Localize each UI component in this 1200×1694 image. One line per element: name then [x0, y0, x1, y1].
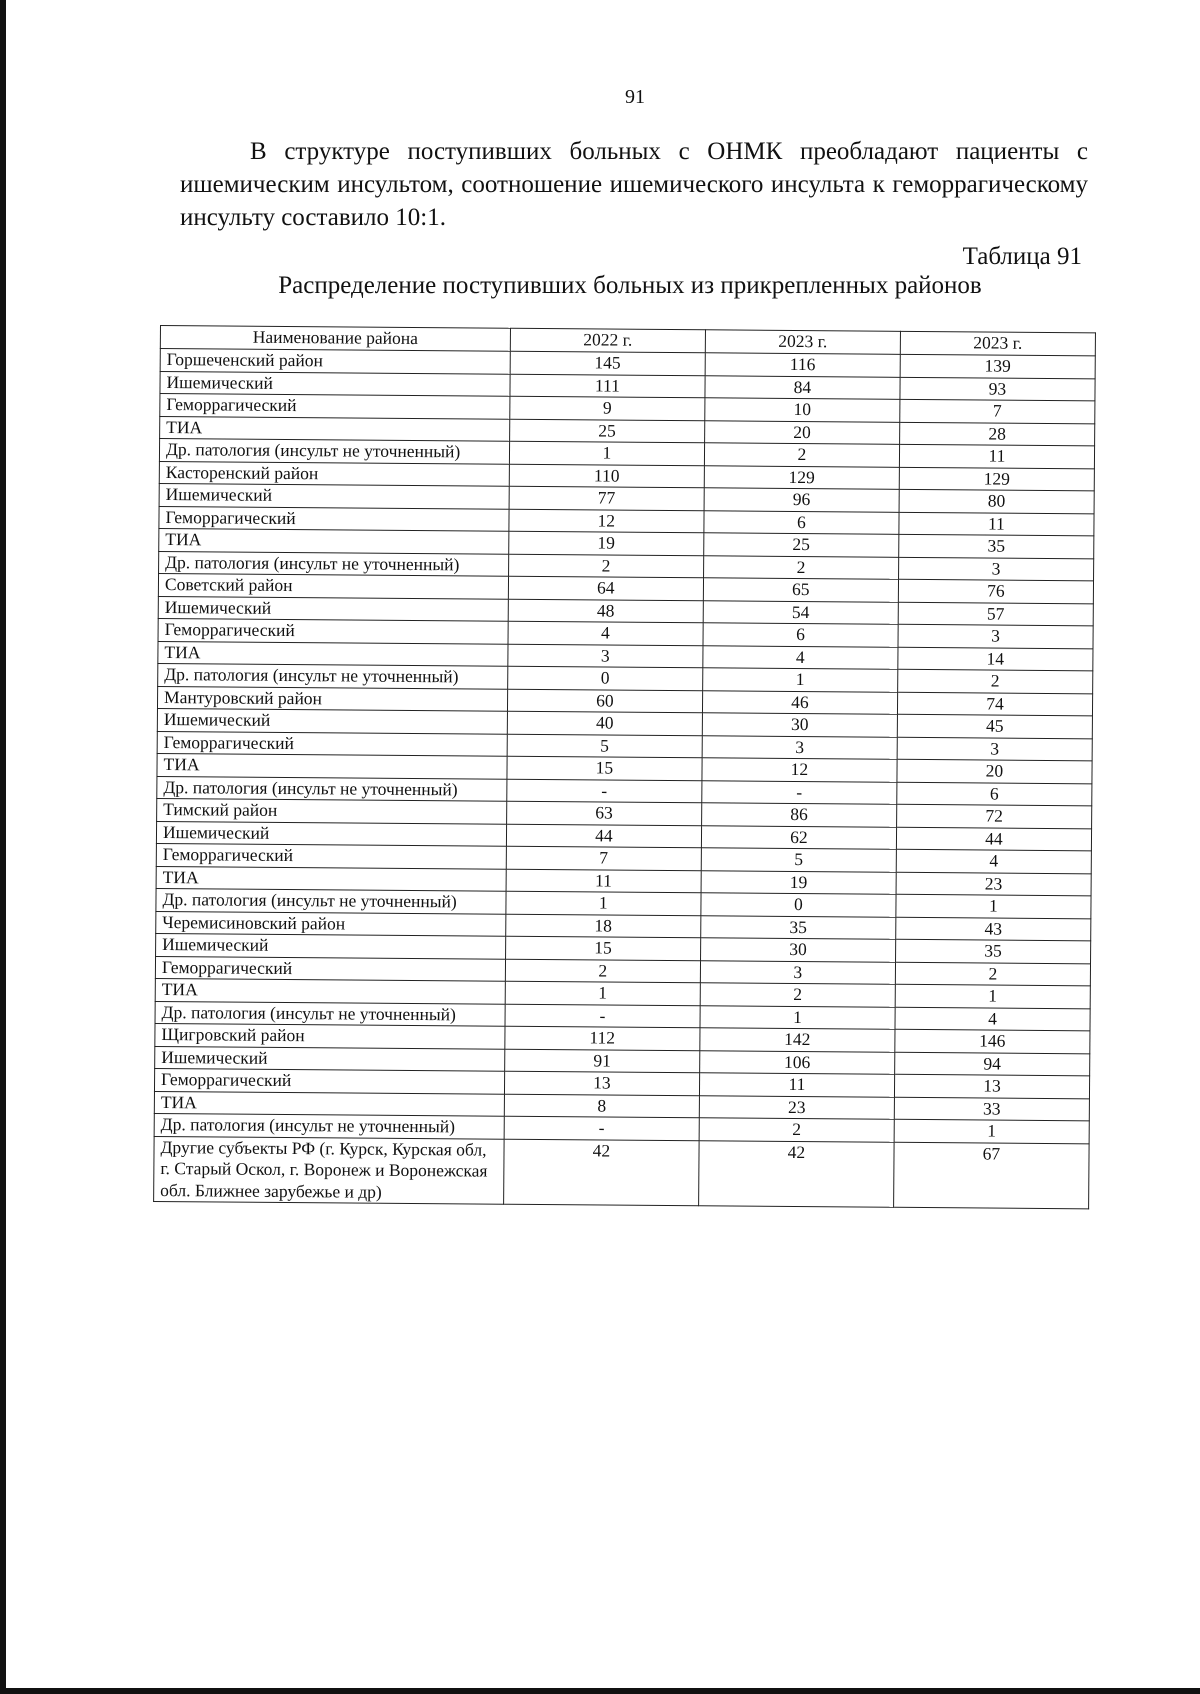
value-2023-b-cell: 57 — [898, 602, 1093, 626]
value-2022-cell: 9 — [510, 396, 705, 420]
value-2022-cell: 5 — [507, 734, 702, 758]
value-2023-a-cell: 65 — [703, 578, 898, 602]
district-name-cell: Геморрагический — [155, 956, 505, 981]
district-name-cell: Советский район — [158, 573, 508, 598]
value-2023-b-cell: 139 — [900, 354, 1095, 378]
value-2022-cell: 112 — [505, 1026, 700, 1050]
value-2022-cell: - — [507, 779, 702, 803]
value-2023-a-cell: 6 — [703, 623, 898, 647]
value-2022-cell: 2 — [505, 959, 700, 983]
value-2023-b-cell: 11 — [899, 444, 1094, 468]
value-2023-b-cell: 4 — [896, 849, 1091, 873]
value-2023-a-cell: 4 — [703, 645, 898, 669]
value-2023-a-cell: 1 — [700, 1005, 895, 1029]
value-2023-a-cell: 106 — [700, 1050, 895, 1074]
district-name-cell: Геморрагический — [157, 731, 507, 756]
value-2023-a-cell: 25 — [704, 533, 899, 557]
district-name-cell: Щигровский район — [155, 1023, 505, 1048]
district-name-cell: Ишемический — [156, 821, 506, 846]
value-2022-cell: 0 — [508, 666, 703, 690]
value-2022-cell: 64 — [508, 576, 703, 600]
value-2023-b-cell: 1 — [896, 894, 1091, 918]
value-2023-a-cell: 42 — [698, 1140, 894, 1207]
value-2022-cell: 91 — [505, 1049, 700, 1073]
district-name-cell: Ишемический — [159, 483, 509, 508]
value-2023-b-cell: 1 — [894, 1119, 1089, 1143]
value-2023-b-cell: 3 — [897, 737, 1092, 761]
value-2023-b-cell: 14 — [898, 647, 1093, 671]
district-name-cell: ТИА — [154, 1091, 504, 1116]
value-2023-b-cell: 2 — [895, 962, 1090, 986]
value-2022-cell: 110 — [509, 464, 704, 488]
district-name-cell: Геморрагический — [156, 843, 506, 868]
value-2022-cell: 63 — [506, 801, 701, 825]
district-name-cell: ТИА — [157, 753, 507, 778]
district-name-cell: Черемисиновский район — [156, 911, 506, 936]
value-2023-a-cell: - — [702, 780, 897, 804]
value-2022-cell: 44 — [506, 824, 701, 848]
district-name-cell: Горшеченский район — [160, 349, 510, 374]
district-name-cell: ТИА — [159, 528, 509, 553]
value-2023-a-cell: 62 — [701, 825, 896, 849]
value-2022-cell: 18 — [506, 914, 701, 938]
scan-edge-bottom — [0, 1688, 1200, 1694]
header-district-name: Наименование района — [160, 326, 510, 352]
district-name-cell: Тимский район — [157, 798, 507, 823]
district-name-cell: Ишемический — [155, 1046, 505, 1071]
value-2022-cell: 60 — [507, 689, 702, 713]
value-2023-b-cell: 2 — [898, 669, 1093, 693]
district-name-cell: Мантуровский район — [157, 686, 507, 711]
value-2023-b-cell: 35 — [895, 939, 1090, 963]
value-2023-b-cell: 74 — [897, 692, 1092, 716]
value-2023-a-cell: 54 — [703, 600, 898, 624]
value-2023-b-cell: 33 — [894, 1097, 1089, 1121]
district-name-cell: Ишемический — [156, 933, 506, 958]
district-name-cell: Другие субъекты РФ (г. Курск, Курская обл, г. Старый Оскол, г. Воронеж и Воронежская обл. Ближнее зарубежье и др) — [154, 1136, 504, 1204]
value-2023-b-cell: 43 — [896, 917, 1091, 941]
value-2023-a-cell: 2 — [703, 555, 898, 579]
header-year-2023-b: 2023 г. — [900, 331, 1095, 356]
value-2023-b-cell: 72 — [897, 804, 1092, 828]
value-2023-b-cell: 45 — [897, 714, 1092, 738]
value-2023-a-cell: 2 — [699, 1118, 894, 1142]
value-2023-a-cell: 86 — [701, 803, 896, 827]
scan-edge-left — [0, 0, 6, 1694]
value-2023-b-cell: 3 — [898, 624, 1093, 648]
district-name-cell: Др. патология (инсульт не уточненный) — [157, 776, 507, 801]
value-2022-cell: 11 — [506, 869, 701, 893]
value-2022-cell: 1 — [506, 891, 701, 915]
value-2023-b-cell: 28 — [900, 422, 1095, 446]
value-2023-a-cell: 0 — [701, 893, 896, 917]
district-name-cell: ТИА — [160, 416, 510, 441]
header-year-2023-a: 2023 г. — [705, 330, 900, 355]
value-2022-cell: 1 — [509, 441, 704, 465]
value-2022-cell: 48 — [508, 599, 703, 623]
value-2023-b-cell: 6 — [897, 782, 1092, 806]
district-name-cell: Др. патология (инсульт не уточненный) — [156, 888, 506, 913]
value-2022-cell: 1 — [505, 981, 700, 1005]
value-2022-cell: 145 — [510, 351, 705, 375]
value-2022-cell: 13 — [504, 1071, 699, 1095]
table-caption: Распределение поступивших больных из прикрепленных районов — [278, 272, 982, 299]
value-2023-a-cell: 96 — [704, 488, 899, 512]
value-2022-cell: - — [504, 1116, 699, 1140]
table-number: Таблица 91 — [962, 243, 1082, 270]
value-2023-b-cell: 4 — [895, 1007, 1090, 1031]
value-2023-b-cell: 129 — [899, 467, 1094, 491]
value-2023-a-cell: 142 — [700, 1028, 895, 1052]
value-2022-cell: 7 — [506, 846, 701, 870]
value-2023-a-cell: 30 — [700, 938, 895, 962]
value-2023-a-cell: 46 — [702, 690, 897, 714]
district-name-cell: Геморрагический — [160, 394, 510, 419]
district-patients-table — [153, 325, 1096, 1209]
value-2022-cell: 19 — [509, 531, 704, 555]
value-2023-b-cell: 3 — [898, 557, 1093, 581]
value-2022-cell: 4 — [508, 621, 703, 645]
value-2023-a-cell: 84 — [705, 375, 900, 399]
value-2022-cell: 111 — [510, 374, 705, 398]
value-2023-b-cell: 76 — [898, 579, 1093, 603]
value-2022-cell: 15 — [505, 936, 700, 960]
value-2023-b-cell: 94 — [895, 1052, 1090, 1076]
table-row — [154, 1136, 1089, 1209]
value-2023-a-cell: 5 — [701, 848, 896, 872]
district-name-cell: Геморрагический — [154, 1068, 504, 1093]
district-name-cell: ТИА — [158, 641, 508, 666]
district-name-cell: Геморрагический — [158, 618, 508, 643]
value-2023-a-cell: 12 — [702, 758, 897, 782]
intro-paragraph: В структуре поступивших больных с ОНМК преобладают пациенты с ишемическим инсультом, соотношение ишемического инсульта к геморрагическому инсульту составило 10:1. — [180, 138, 1088, 231]
district-name-cell: Др. патология (инсульт не уточненный) — [154, 1113, 504, 1138]
value-2023-b-cell: 23 — [896, 872, 1091, 896]
value-2023-b-cell: 35 — [899, 534, 1094, 558]
district-name-cell: ТИА — [156, 866, 506, 891]
value-2022-cell: 25 — [509, 419, 704, 443]
value-2023-a-cell: 6 — [704, 510, 899, 534]
value-2023-b-cell: 7 — [900, 399, 1095, 423]
page-number: 91 — [625, 86, 645, 108]
value-2022-cell: - — [505, 1004, 700, 1028]
value-2023-a-cell: 129 — [704, 465, 899, 489]
value-2023-b-cell: 13 — [894, 1074, 1089, 1098]
district-name-cell: Ишемический — [157, 708, 507, 733]
district-name-cell: Геморрагический — [159, 506, 509, 531]
value-2023-b-cell: 146 — [895, 1029, 1090, 1053]
district-name-cell: Др. патология (инсульт не уточненный) — [155, 1001, 505, 1026]
value-2023-a-cell: 2 — [704, 443, 899, 467]
district-name-cell: Др. патология (инсульт не уточненный) — [158, 663, 508, 688]
value-2023-a-cell: 1 — [703, 668, 898, 692]
value-2023-b-cell: 20 — [897, 759, 1092, 783]
value-2023-b-cell: 67 — [894, 1142, 1090, 1209]
district-name-cell: Ишемический — [158, 596, 508, 621]
value-2023-a-cell: 19 — [701, 870, 896, 894]
value-2023-a-cell: 35 — [701, 915, 896, 939]
table-body — [154, 349, 1096, 1209]
value-2022-cell: 42 — [503, 1139, 699, 1206]
value-2022-cell: 3 — [508, 644, 703, 668]
value-2023-a-cell: 20 — [704, 420, 899, 444]
district-name-cell: ТИА — [155, 978, 505, 1003]
value-2023-a-cell: 2 — [700, 983, 895, 1007]
value-2022-cell: 8 — [504, 1094, 699, 1118]
value-2022-cell: 2 — [508, 554, 703, 578]
value-2023-b-cell: 93 — [900, 377, 1095, 401]
value-2022-cell: 15 — [507, 756, 702, 780]
value-2023-b-cell: 80 — [899, 489, 1094, 513]
value-2023-a-cell: 3 — [702, 735, 897, 759]
value-2023-b-cell: 11 — [899, 512, 1094, 536]
header-year-2022: 2022 г. — [510, 328, 705, 353]
value-2023-a-cell: 11 — [699, 1073, 894, 1097]
value-2022-cell: 40 — [507, 711, 702, 735]
district-name-cell: Др. патология (инсульт не уточненный) — [159, 439, 509, 464]
district-name-cell: Ишемический — [160, 371, 510, 396]
value-2023-a-cell: 116 — [705, 353, 900, 377]
value-2022-cell: 12 — [509, 509, 704, 533]
district-name-cell: Касторенский район — [159, 461, 509, 486]
value-2023-a-cell: 30 — [702, 713, 897, 737]
value-2023-b-cell: 1 — [895, 984, 1090, 1008]
value-2023-b-cell: 44 — [896, 827, 1091, 851]
value-2023-a-cell: 10 — [705, 398, 900, 422]
value-2023-a-cell: 23 — [699, 1095, 894, 1119]
value-2023-a-cell: 3 — [700, 960, 895, 984]
district-name-cell: Др. патология (инсульт не уточненный) — [159, 551, 509, 576]
value-2022-cell: 77 — [509, 486, 704, 510]
